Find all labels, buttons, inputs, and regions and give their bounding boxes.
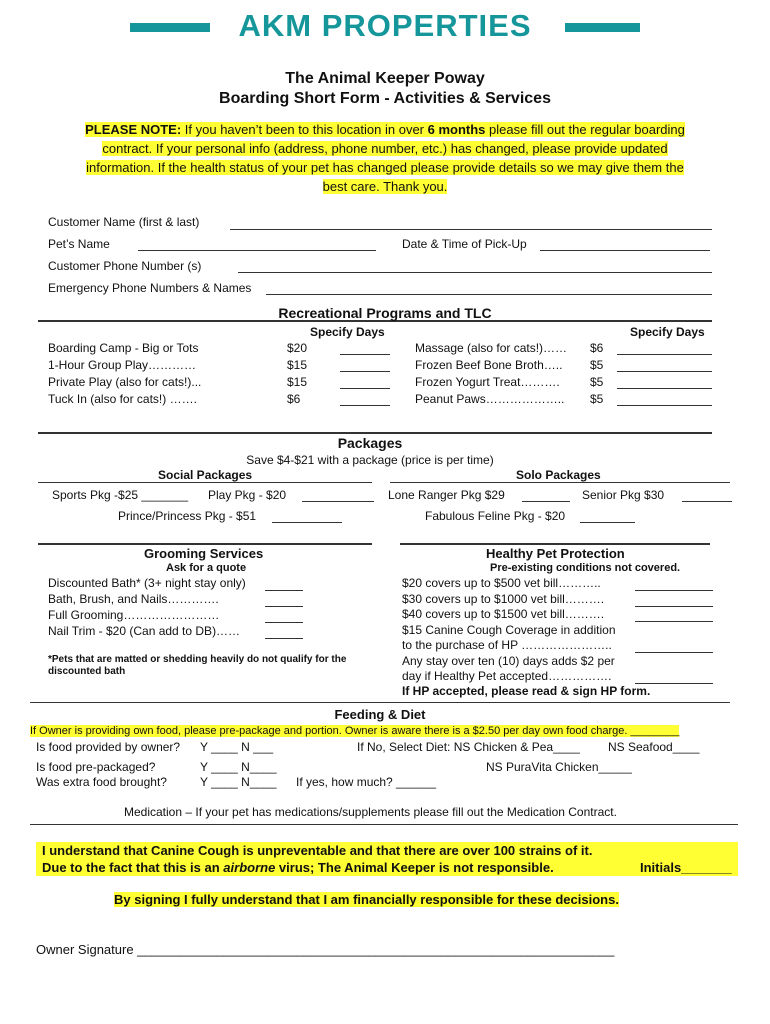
grooming-item: Discounted Bath* (3+ night stay only) <box>48 576 246 590</box>
grooming-field[interactable] <box>265 622 303 623</box>
feeding-notice: If Owner is providing own food, please pre-package and portion. Owner is aware there is a $2.50 per day own food charge. ________ <box>30 725 680 737</box>
prince-field[interactable] <box>272 522 342 523</box>
cough-line2c: virus; The Animal Keeper is not responsible. <box>275 860 554 875</box>
rec-days-field[interactable] <box>617 405 712 406</box>
rec-days-field[interactable] <box>617 354 712 355</box>
initials-field[interactable]: Initials_______ <box>640 860 732 875</box>
puravita-option[interactable]: NS PuraVita Chicken_____ <box>486 760 632 774</box>
prince-pkg[interactable]: Prince/Princess Pkg - $51 <box>118 509 257 523</box>
solo-divider <box>390 482 730 483</box>
packages-title: Packages <box>337 435 403 451</box>
note-text1: If you haven’t been to this location in over <box>181 122 428 137</box>
rec-days-field[interactable] <box>340 354 390 355</box>
phone-label: Customer Phone Number (s) <box>48 259 202 273</box>
rec-price: $20 <box>287 341 308 355</box>
owner-signature-field[interactable]: Owner Signature __________________________________________________________________ <box>36 942 615 957</box>
sports-pkg[interactable]: Sports Pkg -$25 _______ <box>52 488 189 502</box>
rec-days-field[interactable] <box>340 405 390 406</box>
feline-pkg[interactable]: Fabulous Feline Pkg - $20 <box>425 509 566 523</box>
solo-title: Solo Packages <box>516 468 601 482</box>
rec-days-field[interactable] <box>617 371 712 372</box>
emergency-label: Emergency Phone Numbers & Names <box>48 281 252 295</box>
how-much-field[interactable]: If yes, how much? ______ <box>296 775 437 789</box>
hp-item: $20 covers up to $500 vet bill……….. <box>402 576 601 590</box>
cough-line2a: Due to the fact that this is an <box>42 860 224 875</box>
social-divider <box>38 482 372 483</box>
feline-field[interactable] <box>580 522 635 523</box>
rec-days-field[interactable] <box>340 388 390 389</box>
emergency-field[interactable] <box>266 294 712 295</box>
packages-subtitle: Save $4-$21 with a package (price is per time) <box>246 453 494 467</box>
diet-select[interactable]: If No, Select Diet: NS Chicken & Pea____ <box>357 740 580 754</box>
grooming-field[interactable] <box>265 590 303 591</box>
page-subtitle: Boarding Short Form - Activities & Services <box>219 90 551 107</box>
rec-item: Massage (also for cats!)…… <box>415 341 568 355</box>
rec-price: $15 <box>287 358 308 372</box>
hp-field[interactable] <box>635 652 713 653</box>
hp-item: to the purchase of HP ………………….. <box>402 638 612 652</box>
feeding-divider <box>30 702 730 703</box>
cough-airborne: airborne <box>223 860 276 875</box>
hp-title: Healthy Pet Protection <box>486 546 625 561</box>
play-pkg[interactable]: Play Pkg - $20 <box>208 488 287 502</box>
note-months: 6 months <box>427 122 486 137</box>
hp-item: Any stay over ten (10) days adds $2 per <box>402 654 615 668</box>
q-prepackaged: Is food pre-packaged? <box>36 760 156 774</box>
rec-item: Frozen Beef Bone Broth….. <box>415 358 563 372</box>
q-food-provided: Is food provided by owner? <box>36 740 181 754</box>
cough-line1: I understand that Canine Cough is unpreventable and that there are over 100 strains of it. <box>42 843 593 858</box>
hp-item: $30 covers up to $1000 vet bill………. <box>402 592 605 606</box>
medication-note: Medication – If your pet has medications/supplements please fill out the Medication Contract. <box>124 805 617 819</box>
note-text2: please fill out the regular boarding contract. If your personal info (address, phone number, etc.) has changed, please provide updated information. If the health status of your pet has changed please provide details so we may give them the best care. Thank you. <box>86 122 685 194</box>
packages-divider <box>38 432 712 434</box>
rec-days-field[interactable] <box>340 371 390 372</box>
logo: AKM PROPERTIES <box>238 8 532 43</box>
rec-item: Frozen Yogurt Treat………. <box>415 375 560 389</box>
grooming-footnote: *Pets that are matted or shedding heavily do not qualify for the discounted bath <box>48 654 347 677</box>
recreational-title: Recreational Programs and TLC <box>278 305 492 321</box>
seafood-option[interactable]: NS Seafood____ <box>608 740 700 754</box>
grooming-item: Full Grooming…………………… <box>48 608 220 622</box>
extra-food-yn[interactable]: Y ____ N____ <box>200 775 277 789</box>
note-prefix: PLEASE NOTE: <box>85 122 182 137</box>
hp-subtitle: Pre-existing conditions not covered. <box>490 562 681 574</box>
customer-name-field[interactable] <box>230 229 712 230</box>
pet-name-label: Pet’s Name <box>48 237 110 251</box>
rec-price: $5 <box>590 358 604 372</box>
pickup-field[interactable] <box>540 250 710 251</box>
senior-pkg[interactable]: Senior Pkg $30 <box>582 488 665 502</box>
prepackaged-yn[interactable]: Y ____ N____ <box>200 760 277 774</box>
rec-item: Boarding Camp - Big or Tots <box>48 341 199 355</box>
medication-divider <box>30 824 738 825</box>
hp-field[interactable] <box>635 606 713 607</box>
lone-ranger-pkg[interactable]: Lone Ranger Pkg $29 <box>388 488 505 502</box>
rec-price: $5 <box>590 392 604 406</box>
rec-days-field[interactable] <box>617 388 712 389</box>
customer-name-label: Customer Name (first & last) <box>48 215 200 229</box>
financial-statement: By signing I fully understand that I am financially responsible for these decisions. <box>114 892 619 907</box>
hp-field[interactable] <box>635 590 713 591</box>
please-note <box>80 120 690 196</box>
grooming-subtitle: Ask for a quote <box>166 562 247 574</box>
play-pkg-field[interactable] <box>302 501 374 502</box>
q-extra-food: Was extra food brought? <box>36 775 167 789</box>
rec-price: $6 <box>287 392 301 406</box>
hp-item: $15 Canine Cough Coverage in addition <box>402 623 616 637</box>
phone-field[interactable] <box>238 272 712 273</box>
rec-item: Private Play (also for cats!)... <box>48 375 202 389</box>
social-title: Social Packages <box>158 468 253 482</box>
hp-accepted: If HP accepted, please read & sign HP form. <box>402 684 651 698</box>
food-provided-yn[interactable]: Y ____ N ___ <box>200 740 274 754</box>
specify-days-left: Specify Days <box>310 325 385 339</box>
grooming-field[interactable] <box>265 606 303 607</box>
grooming-title: Grooming Services <box>144 546 264 561</box>
hp-divider <box>400 543 710 545</box>
grooming-field[interactable] <box>265 638 303 639</box>
senior-field[interactable] <box>682 501 732 502</box>
cough-line2 <box>42 860 554 875</box>
rec-price: $5 <box>590 375 604 389</box>
hp-field[interactable] <box>635 621 713 622</box>
hp-item: day if Healthy Pet accepted……………. <box>402 669 612 683</box>
rec-price: $6 <box>590 341 604 355</box>
rec-item: Tuck In (also for cats!) ……. <box>48 392 197 406</box>
rec-item: Peanut Paws……………….. <box>415 392 565 406</box>
specify-days-right: Specify Days <box>630 325 705 339</box>
grooming-item: Bath, Brush, and Nails…………. <box>48 592 219 606</box>
hp-item: $40 covers up to $1500 vet bill………. <box>402 607 605 621</box>
pet-name-field[interactable] <box>138 250 376 251</box>
grooming-divider <box>38 543 372 545</box>
lone-ranger-field[interactable] <box>522 501 570 502</box>
grooming-item: Nail Trim - $20 (Can add to DB)…… <box>48 624 241 638</box>
page-title: The Animal Keeper Poway <box>285 70 485 87</box>
rec-price: $15 <box>287 375 308 389</box>
rec-item: 1-Hour Group Play………… <box>48 358 197 372</box>
feeding-title: Feeding & Diet <box>334 707 426 722</box>
pickup-label: Date & Time of Pick-Up <box>402 237 527 251</box>
